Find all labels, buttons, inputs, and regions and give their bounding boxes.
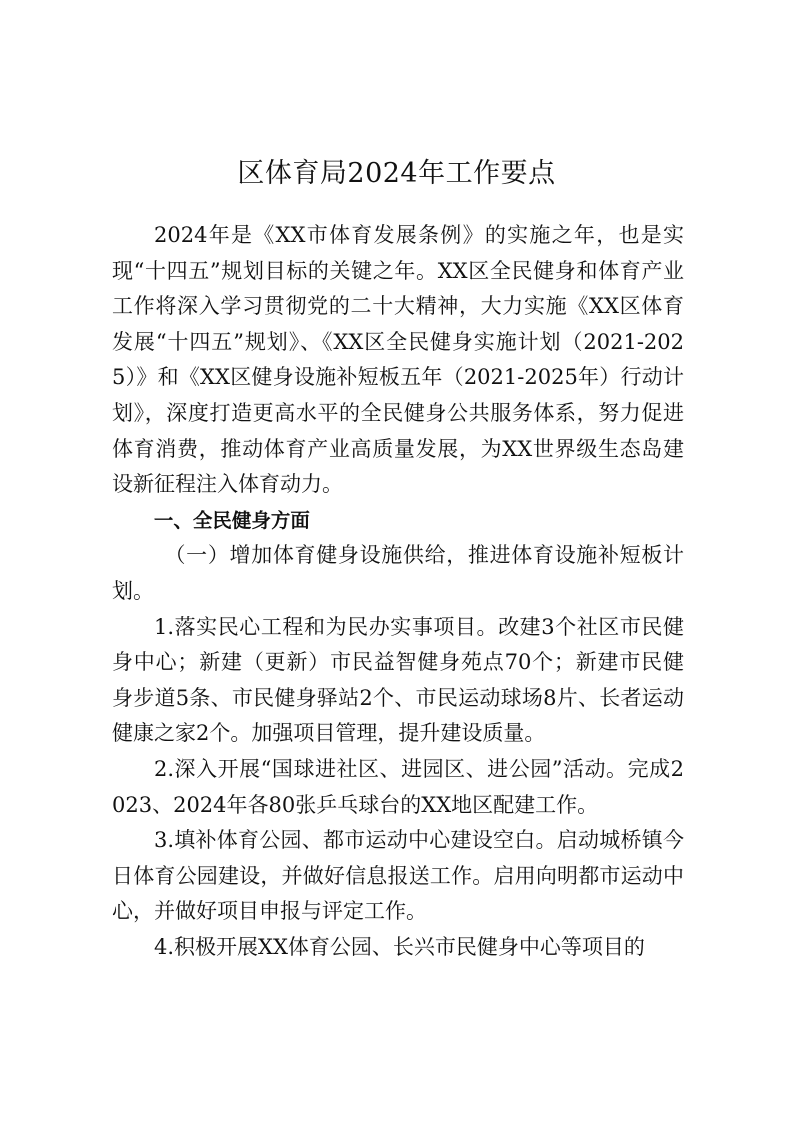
- document-title: 区体育局2024年工作要点: [237, 158, 556, 190]
- list-item: 4.积极开展XX体育公园、长兴市民健身中心等项目的: [154, 934, 645, 959]
- document-body: [112, 218, 684, 965]
- section-heading: 一、全民健身方面: [153, 508, 310, 532]
- list-item: 3.填补体育公园、都市运动中心建设空白。启动城桥镇今日体育公园建设，并做好信息报送工作。启用向明都市运动中心，并做好项目申报与评定工作。: [112, 828, 684, 924]
- list-item: 1.落实民心工程和为民办实事项目。改建3个社区市民健身中心；新建（更新）市民益智健身苑点70个；新建市民健身步道5条、市民健身驿站2个、市民运动球场8片、长者运动健康之家2个。加强项目管理，提升建设质量。: [112, 614, 684, 746]
- list-item: 2.深入开展“国球进社区、进园区、进公园”活动。完成2023、2024年各80张乒乓球台的XX地区配建工作。: [112, 756, 684, 817]
- intro-paragraph: 2024年是《XX市体育发展条例》的实施之年，也是实现“十四五”规划目标的关键之年。XX区全民健身和体育产业工作将深入学习贯彻党的二十大精神，大力实施《XX区体育发展“十四五”规划》、《XX区全民健身实施计划（2021-2025）》和《XX区健身设施补短板五年（2021-2025年）行动计划》，深度打造更高水平的全民健身公共服务体系，努力促进体育消费，推动体育产业高质量发展，为XX世界级生态岛建设新征程注入体育动力。: [112, 223, 684, 497]
- subsection-heading: （一）增加体育健身设施供给，推进体育设施补短板计划。: [112, 543, 684, 603]
